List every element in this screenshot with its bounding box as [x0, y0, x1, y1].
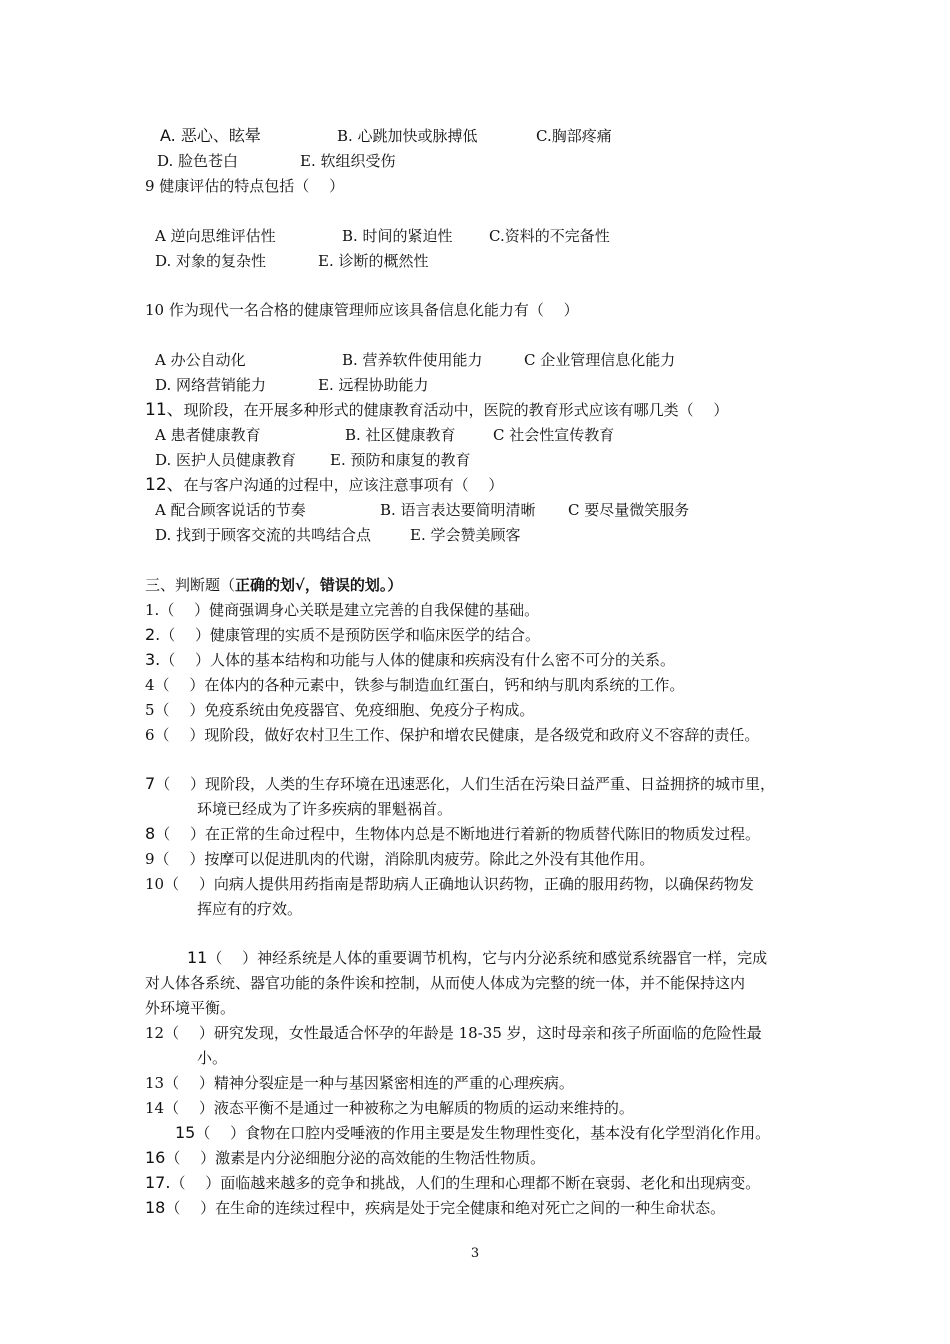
- judge-item-11-continuation: 对人体各系统、器官功能的条件诶和控制，从而使人体成为完整的统一体，并不能保持这内: [145, 974, 746, 992]
- judge-item-11-continuation-2: 外环境平衡。: [145, 999, 236, 1017]
- judge-text: （ ）在正常的生命过程中，生物体内总是不断地进行着新的物质替代陈旧的物质发过程。: [155, 825, 760, 843]
- q12-number: 12、: [145, 475, 184, 495]
- judge-num: 17.: [145, 1173, 171, 1192]
- q9-option-e: E. 诊断的概然性: [318, 252, 429, 270]
- judge-item-11: [187, 948, 767, 968]
- judge-item-3: [145, 650, 675, 670]
- q9-option-c: C.资料的不完备性: [489, 227, 610, 245]
- judge-num: 8: [145, 824, 156, 843]
- q10-option-a: A 办公自动化: [155, 351, 246, 369]
- judge-text: （ ）研究发现，女性最适合怀孕的年龄是 18-35 岁，这时母亲和孩子所面临的危险性最: [164, 1024, 762, 1042]
- judge-text: （ ）免疫系统由免疫器官、免疫细胞、免疫分子构成。: [154, 701, 535, 719]
- judge-text: （ ）健康管理的实质不是预防医学和临床医学的结合。: [160, 626, 541, 644]
- q12-option-b: B. 语言表达要简明清晰: [380, 501, 536, 519]
- q8-option-c: C.胸部疼痛: [536, 127, 612, 145]
- judge-item-13: [145, 1073, 574, 1093]
- judge-num: 1.: [145, 601, 160, 619]
- judge-item-8: [145, 824, 760, 844]
- judge-item-18: [145, 1198, 725, 1218]
- judge-item-7-continuation: 环境已经成为了许多疾病的罪魁祸首。: [197, 800, 453, 818]
- q10-option-c: C 企业管理信息化能力: [524, 351, 676, 369]
- q12-line: [145, 475, 503, 495]
- judge-text: （ ）食物在口腔内受唾液的作用主要是发生物理性变化，基本没有化学型消化作用。: [195, 1124, 771, 1142]
- q11-line: [145, 400, 728, 420]
- judge-item-10: [145, 874, 754, 894]
- judge-num: 15: [175, 1123, 196, 1142]
- q10-option-e: E. 远程协助能力: [318, 376, 429, 394]
- q8-option-a: A. 恶心、眩晕: [160, 126, 261, 145]
- judge-text: （ ）在体内的各种元素中，铁参与制造血红蛋白，钙和纳与肌肉系统的工作。: [154, 676, 685, 694]
- q10-option-b: B. 营养软件使用能力: [342, 351, 483, 369]
- judge-item-14: [145, 1098, 634, 1118]
- q9-stem: 9 健康评估的特点包括（ ）: [145, 177, 345, 195]
- judge-item-10-continuation: 挥应有的疗效。: [197, 900, 303, 918]
- judge-item-1: [145, 600, 539, 620]
- judge-text: （ ）液态平衡不是通过一种被称之为电解质的物质的运动来维持的。: [164, 1099, 634, 1117]
- judge-item-15: [175, 1123, 770, 1143]
- q12-option-d: D. 找到于顾客交流的共鸣结合点: [155, 526, 372, 544]
- judge-num: 18: [145, 1198, 166, 1217]
- judge-num: 9: [145, 850, 155, 868]
- q11-option-d: D. 医护人员健康教育: [155, 451, 297, 469]
- judge-text: （ ）精神分裂症是一种与基因紧密相连的严重的心理疾病。: [164, 1074, 574, 1092]
- q11-stem: 现阶段，在开展多种形式的健康教育活动中，医院的教育形式应该有哪几类（ ）: [183, 401, 729, 419]
- judge-num: 10: [145, 875, 165, 893]
- judge-item-12-continuation: 小。: [197, 1049, 228, 1067]
- judge-num: 7: [145, 774, 156, 793]
- judge-text: （ ）面临越来越多的竞争和挑战，人们的生理和心理都不断在衰弱、老化和出现病变。: [170, 1174, 761, 1192]
- q8-option-b: B. 心跳加快或脉搏低: [337, 127, 478, 145]
- judge-num: 5: [145, 701, 155, 719]
- judge-item-4: [145, 675, 684, 695]
- q11-option-c: C 社会性宣传教育: [493, 426, 615, 444]
- q12-option-c: C 要尽量微笑服务: [568, 501, 690, 519]
- judge-item-17: [145, 1173, 760, 1193]
- judge-item-16: [145, 1148, 545, 1168]
- judge-text: （ ）按摩可以促进肌肉的代谢，消除肌肉疲劳。除此之外没有其他作用。: [154, 850, 655, 868]
- judge-num: 14: [145, 1099, 165, 1117]
- q12-option-e: E. 学会赞美顾客: [410, 526, 521, 544]
- q11-option-e: E. 预防和康复的教育: [330, 451, 471, 469]
- judge-text: （ ）人体的基本结构和功能与人体的健康和疾病没有什么密不可分的关系。: [160, 651, 676, 669]
- q10-option-d: D. 网络营销能力: [155, 376, 267, 394]
- judge-item-9: [145, 849, 654, 869]
- judge-text: （ ）神经系统是人体的重要调节机构，它与内分泌系统和感觉系统器官一样，完成: [207, 949, 768, 967]
- judge-item-12: [145, 1023, 762, 1043]
- judge-num: 11: [187, 948, 208, 967]
- q11-number: 11、: [145, 400, 184, 420]
- q10-stem: 10 作为现代一名合格的健康管理师应该具备信息化能力有（ ）: [145, 301, 579, 319]
- judge-num: 2.: [145, 625, 161, 644]
- q12-option-a: A 配合顾客说话的节奏: [155, 501, 306, 519]
- judge-text: （ ）在生命的连续过程中，疾病是处于完全健康和绝对死亡之间的一种生命状态。: [165, 1199, 726, 1217]
- judge-text: （ ）现阶段，人类的生存环境在迅速恶化，人们生活在污染日益严重、日益拥挤的城市里，: [155, 775, 775, 793]
- q9-option-b: B. 时间的紧迫性: [342, 227, 453, 245]
- q11-option-b: B. 社区健康教育: [345, 426, 456, 444]
- judge-text: （ ）向病人提供用药指南是帮助病人正确地认识药物，正确的服用药物，以确保药物发: [164, 875, 754, 893]
- q8-option-d: D. 脸色苍白: [157, 152, 239, 170]
- judge-text: （ ）激素是内分泌细胞分泌的高效能的生物活性物质。: [165, 1149, 546, 1167]
- judge-text: （ ）现阶段，做好农村卫生工作、保护和增农民健康，是各级党和政府义不容辞的责任。: [154, 726, 760, 744]
- judge-num: 16: [145, 1148, 166, 1167]
- section-3-heading-plain: 三、判断题（: [145, 576, 236, 594]
- judge-text: （ ）健商强调身心关联是建立完善的自我保健的基础。: [159, 601, 540, 619]
- judge-item-7: [145, 774, 775, 794]
- judge-num: 6: [145, 726, 155, 744]
- page-number: 3: [470, 1246, 480, 1261]
- q8-option-e: E. 软组织受伤: [300, 152, 396, 170]
- section-3-heading-bold: 正确的划√，错误的划。）: [235, 576, 403, 594]
- q11-option-a: A 患者健康教育: [155, 426, 261, 444]
- q12-stem: 在与客户沟通的过程中，应该注意事项有（ ）: [183, 476, 504, 494]
- section-3-heading: [145, 575, 402, 595]
- judge-num: 13: [145, 1074, 165, 1092]
- judge-num: 3.: [145, 650, 161, 669]
- judge-item-2: [145, 625, 540, 645]
- judge-num: 4: [145, 676, 155, 694]
- judge-num: 12: [145, 1024, 165, 1042]
- q9-option-a: A 逆向思维评估性: [155, 227, 276, 245]
- judge-item-5: [145, 700, 534, 720]
- q9-option-d: D. 对象的复杂性: [155, 252, 267, 270]
- judge-item-6: [145, 725, 759, 745]
